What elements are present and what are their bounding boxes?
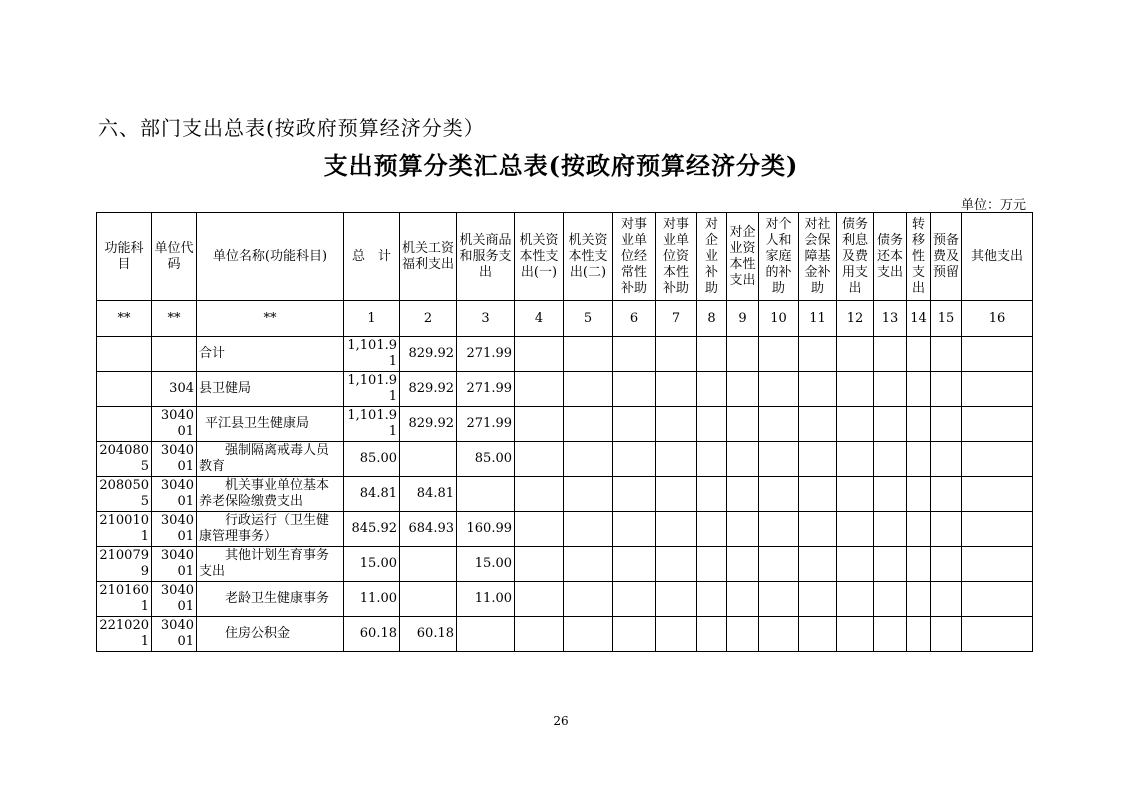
empty-cell <box>697 337 727 372</box>
empty-cell <box>931 337 962 372</box>
goods-services-cell: 11.00 <box>457 582 515 617</box>
empty-cell <box>759 337 799 372</box>
total-cell: 1,101.91 <box>344 337 400 372</box>
index-row <box>97 301 1033 337</box>
empty-cell <box>907 477 931 512</box>
unit-code-cell <box>152 337 197 372</box>
empty-cell <box>931 617 962 652</box>
empty-cell <box>564 547 613 582</box>
empty-cell <box>564 442 613 477</box>
column-index: 12 <box>837 301 874 337</box>
column-header: 总 计 <box>344 213 400 301</box>
column-header: 对个人和家庭的补助 <box>759 213 799 301</box>
unit-code-cell: 304001 <box>152 547 197 582</box>
empty-cell <box>613 617 656 652</box>
empty-cell <box>962 477 1033 512</box>
expenditure-table <box>96 212 1033 652</box>
column-header: 机关资本性支出(二) <box>564 213 613 301</box>
wage-cell: 60.18 <box>400 617 457 652</box>
empty-cell <box>874 617 907 652</box>
empty-cell <box>799 547 837 582</box>
column-index: 3 <box>457 301 515 337</box>
unit-name-cell: 合计 <box>197 337 344 372</box>
page-title: 支出预算分类汇总表(按政府预算经济分类) <box>323 151 799 180</box>
column-header: 机关商品和服务支出 <box>457 213 515 301</box>
wage-cell <box>400 547 457 582</box>
empty-cell <box>613 582 656 617</box>
empty-cell <box>837 407 874 442</box>
empty-cell <box>907 372 931 407</box>
total-cell: 11.00 <box>344 582 400 617</box>
function-code-cell: 2040805 <box>97 442 152 477</box>
column-index: 13 <box>874 301 907 337</box>
empty-cell <box>837 512 874 547</box>
empty-cell <box>837 477 874 512</box>
column-index: 14 <box>907 301 931 337</box>
empty-cell <box>515 372 564 407</box>
unit-name-cell: 其他计划生育事务支出 <box>197 547 344 582</box>
empty-cell <box>962 512 1033 547</box>
table-row <box>97 337 1033 372</box>
column-index: 16 <box>962 301 1033 337</box>
unit-name-cell: 平江县卫生健康局 <box>197 407 344 442</box>
column-header: 对企业补助 <box>697 213 727 301</box>
empty-cell <box>907 337 931 372</box>
column-index: ** <box>197 301 344 337</box>
empty-cell <box>931 512 962 547</box>
empty-cell <box>837 617 874 652</box>
unit-code-cell: 304 <box>152 372 197 407</box>
empty-cell <box>874 337 907 372</box>
empty-cell <box>837 582 874 617</box>
empty-cell <box>613 477 656 512</box>
empty-cell <box>759 512 799 547</box>
empty-cell <box>613 547 656 582</box>
empty-cell <box>656 407 697 442</box>
empty-cell <box>656 582 697 617</box>
empty-cell <box>931 372 962 407</box>
goods-services-cell <box>457 477 515 512</box>
empty-cell <box>799 372 837 407</box>
table-row <box>97 477 1033 512</box>
empty-cell <box>907 582 931 617</box>
column-index: 11 <box>799 301 837 337</box>
column-index: 8 <box>697 301 727 337</box>
empty-cell <box>931 442 962 477</box>
unit-code-cell: 304001 <box>152 407 197 442</box>
empty-cell <box>515 582 564 617</box>
empty-cell <box>962 337 1033 372</box>
column-header: 功能科目 <box>97 213 152 301</box>
empty-cell <box>564 477 613 512</box>
empty-cell <box>727 337 759 372</box>
empty-cell <box>759 442 799 477</box>
unit-code-cell: 304001 <box>152 582 197 617</box>
empty-cell <box>727 617 759 652</box>
empty-cell <box>799 337 837 372</box>
empty-cell <box>837 372 874 407</box>
empty-cell <box>515 407 564 442</box>
empty-cell <box>962 407 1033 442</box>
empty-cell <box>515 442 564 477</box>
empty-cell <box>874 372 907 407</box>
empty-cell <box>907 547 931 582</box>
unit-name-cell: 强制隔离戒毒人员教育 <box>197 442 344 477</box>
empty-cell <box>962 442 1033 477</box>
empty-cell <box>759 407 799 442</box>
unit-code-cell: 304001 <box>152 512 197 547</box>
column-index: 6 <box>613 301 656 337</box>
total-cell: 60.18 <box>344 617 400 652</box>
column-index: 1 <box>344 301 400 337</box>
empty-cell <box>613 512 656 547</box>
table-row <box>97 582 1033 617</box>
header-row <box>97 213 1033 301</box>
empty-cell <box>656 337 697 372</box>
empty-cell <box>727 547 759 582</box>
section-title: 六、部门支出总表(按政府预算经济分类） <box>98 116 485 140</box>
total-cell: 1,101.91 <box>344 407 400 442</box>
empty-cell <box>931 547 962 582</box>
column-header: 预备费及预留 <box>931 213 962 301</box>
column-index: 15 <box>931 301 962 337</box>
unit-code-cell: 304001 <box>152 442 197 477</box>
empty-cell <box>727 372 759 407</box>
empty-cell <box>697 477 727 512</box>
function-code-cell <box>97 372 152 407</box>
empty-cell <box>564 512 613 547</box>
empty-cell <box>759 582 799 617</box>
goods-services-cell <box>457 617 515 652</box>
empty-cell <box>697 442 727 477</box>
empty-cell <box>613 337 656 372</box>
empty-cell <box>613 407 656 442</box>
empty-cell <box>799 617 837 652</box>
unit-name-cell: 行政运行（卫生健康管理事务） <box>197 512 344 547</box>
column-header: 对事业单位资本性补助 <box>656 213 697 301</box>
empty-cell <box>515 337 564 372</box>
total-cell: 85.00 <box>344 442 400 477</box>
column-index: 5 <box>564 301 613 337</box>
column-header: 债务利息及费用支出 <box>837 213 874 301</box>
table-row <box>97 442 1033 477</box>
unit-code-cell: 304001 <box>152 477 197 512</box>
empty-cell <box>656 442 697 477</box>
empty-cell <box>759 547 799 582</box>
function-code-cell: 2210201 <box>97 617 152 652</box>
empty-cell <box>515 512 564 547</box>
column-index: 7 <box>656 301 697 337</box>
empty-cell <box>759 372 799 407</box>
empty-cell <box>837 337 874 372</box>
column-header: 转移性支出 <box>907 213 931 301</box>
empty-cell <box>962 547 1033 582</box>
table-row <box>97 512 1033 547</box>
empty-cell <box>874 477 907 512</box>
function-code-cell: 2080505 <box>97 477 152 512</box>
column-index: 2 <box>400 301 457 337</box>
empty-cell <box>907 407 931 442</box>
wage-cell <box>400 442 457 477</box>
goods-services-cell: 271.99 <box>457 337 515 372</box>
table-row <box>97 372 1033 407</box>
function-code-cell: 2100101 <box>97 512 152 547</box>
goods-services-cell: 271.99 <box>457 407 515 442</box>
table-row <box>97 617 1033 652</box>
page-number: 26 <box>553 714 569 728</box>
table-row <box>97 547 1033 582</box>
empty-cell <box>799 477 837 512</box>
empty-cell <box>727 512 759 547</box>
empty-cell <box>656 372 697 407</box>
empty-cell <box>837 442 874 477</box>
unit-name-cell: 县卫健局 <box>197 372 344 407</box>
goods-services-cell: 160.99 <box>457 512 515 547</box>
empty-cell <box>656 477 697 512</box>
empty-cell <box>759 617 799 652</box>
empty-cell <box>727 477 759 512</box>
unit-label: 单位：万元 <box>960 198 1026 213</box>
empty-cell <box>613 372 656 407</box>
wage-cell: 829.92 <box>400 372 457 407</box>
unit-name-cell: 住房公积金 <box>197 617 344 652</box>
empty-cell <box>962 617 1033 652</box>
wage-cell: 829.92 <box>400 337 457 372</box>
column-header: 机关工资福利支出 <box>400 213 457 301</box>
empty-cell <box>799 442 837 477</box>
unit-name-cell: 机关事业单位基本养老保险缴费支出 <box>197 477 344 512</box>
column-header: 对社会保障基金补助 <box>799 213 837 301</box>
goods-services-cell: 15.00 <box>457 547 515 582</box>
empty-cell <box>874 407 907 442</box>
empty-cell <box>874 547 907 582</box>
column-index: 9 <box>727 301 759 337</box>
column-index: 10 <box>759 301 799 337</box>
empty-cell <box>907 442 931 477</box>
empty-cell <box>656 617 697 652</box>
empty-cell <box>874 512 907 547</box>
empty-cell <box>697 372 727 407</box>
wage-cell: 684.93 <box>400 512 457 547</box>
empty-cell <box>799 512 837 547</box>
column-header: 债务还本支出 <box>874 213 907 301</box>
empty-cell <box>962 372 1033 407</box>
empty-cell <box>564 582 613 617</box>
function-code-cell <box>97 337 152 372</box>
empty-cell <box>656 547 697 582</box>
goods-services-cell: 85.00 <box>457 442 515 477</box>
wage-cell <box>400 582 457 617</box>
function-code-cell <box>97 407 152 442</box>
empty-cell <box>962 582 1033 617</box>
column-header: 机关资本性支出(一) <box>515 213 564 301</box>
empty-cell <box>564 337 613 372</box>
empty-cell <box>515 477 564 512</box>
empty-cell <box>727 582 759 617</box>
empty-cell <box>656 512 697 547</box>
empty-cell <box>697 407 727 442</box>
empty-cell <box>697 582 727 617</box>
empty-cell <box>515 617 564 652</box>
empty-cell <box>931 582 962 617</box>
function-code-cell: 2100799 <box>97 547 152 582</box>
empty-cell <box>515 547 564 582</box>
empty-cell <box>564 617 613 652</box>
empty-cell <box>799 582 837 617</box>
empty-cell <box>931 477 962 512</box>
function-code-cell: 2101601 <box>97 582 152 617</box>
total-cell: 15.00 <box>344 547 400 582</box>
empty-cell <box>759 477 799 512</box>
wage-cell: 84.81 <box>400 477 457 512</box>
empty-cell <box>697 547 727 582</box>
total-cell: 1,101.91 <box>344 372 400 407</box>
table-row <box>97 407 1033 442</box>
empty-cell <box>697 512 727 547</box>
empty-cell <box>564 372 613 407</box>
unit-name-cell: 老龄卫生健康事务 <box>197 582 344 617</box>
column-index: ** <box>97 301 152 337</box>
empty-cell <box>907 617 931 652</box>
empty-cell <box>874 442 907 477</box>
empty-cell <box>697 617 727 652</box>
column-header: 对企业资本性支出 <box>727 213 759 301</box>
empty-cell <box>564 407 613 442</box>
empty-cell <box>931 407 962 442</box>
column-header: 其他支出 <box>962 213 1033 301</box>
column-header: 对事业单位经常性补助 <box>613 213 656 301</box>
goods-services-cell: 271.99 <box>457 372 515 407</box>
empty-cell <box>727 407 759 442</box>
column-header: 单位名称(功能科目) <box>197 213 344 301</box>
empty-cell <box>727 442 759 477</box>
column-header: 单位代码 <box>152 213 197 301</box>
empty-cell <box>613 442 656 477</box>
total-cell: 845.92 <box>344 512 400 547</box>
wage-cell: 829.92 <box>400 407 457 442</box>
empty-cell <box>799 407 837 442</box>
unit-code-cell: 304001 <box>152 617 197 652</box>
empty-cell <box>907 512 931 547</box>
empty-cell <box>837 547 874 582</box>
column-index: 4 <box>515 301 564 337</box>
total-cell: 84.81 <box>344 477 400 512</box>
column-index: ** <box>152 301 197 337</box>
empty-cell <box>874 582 907 617</box>
